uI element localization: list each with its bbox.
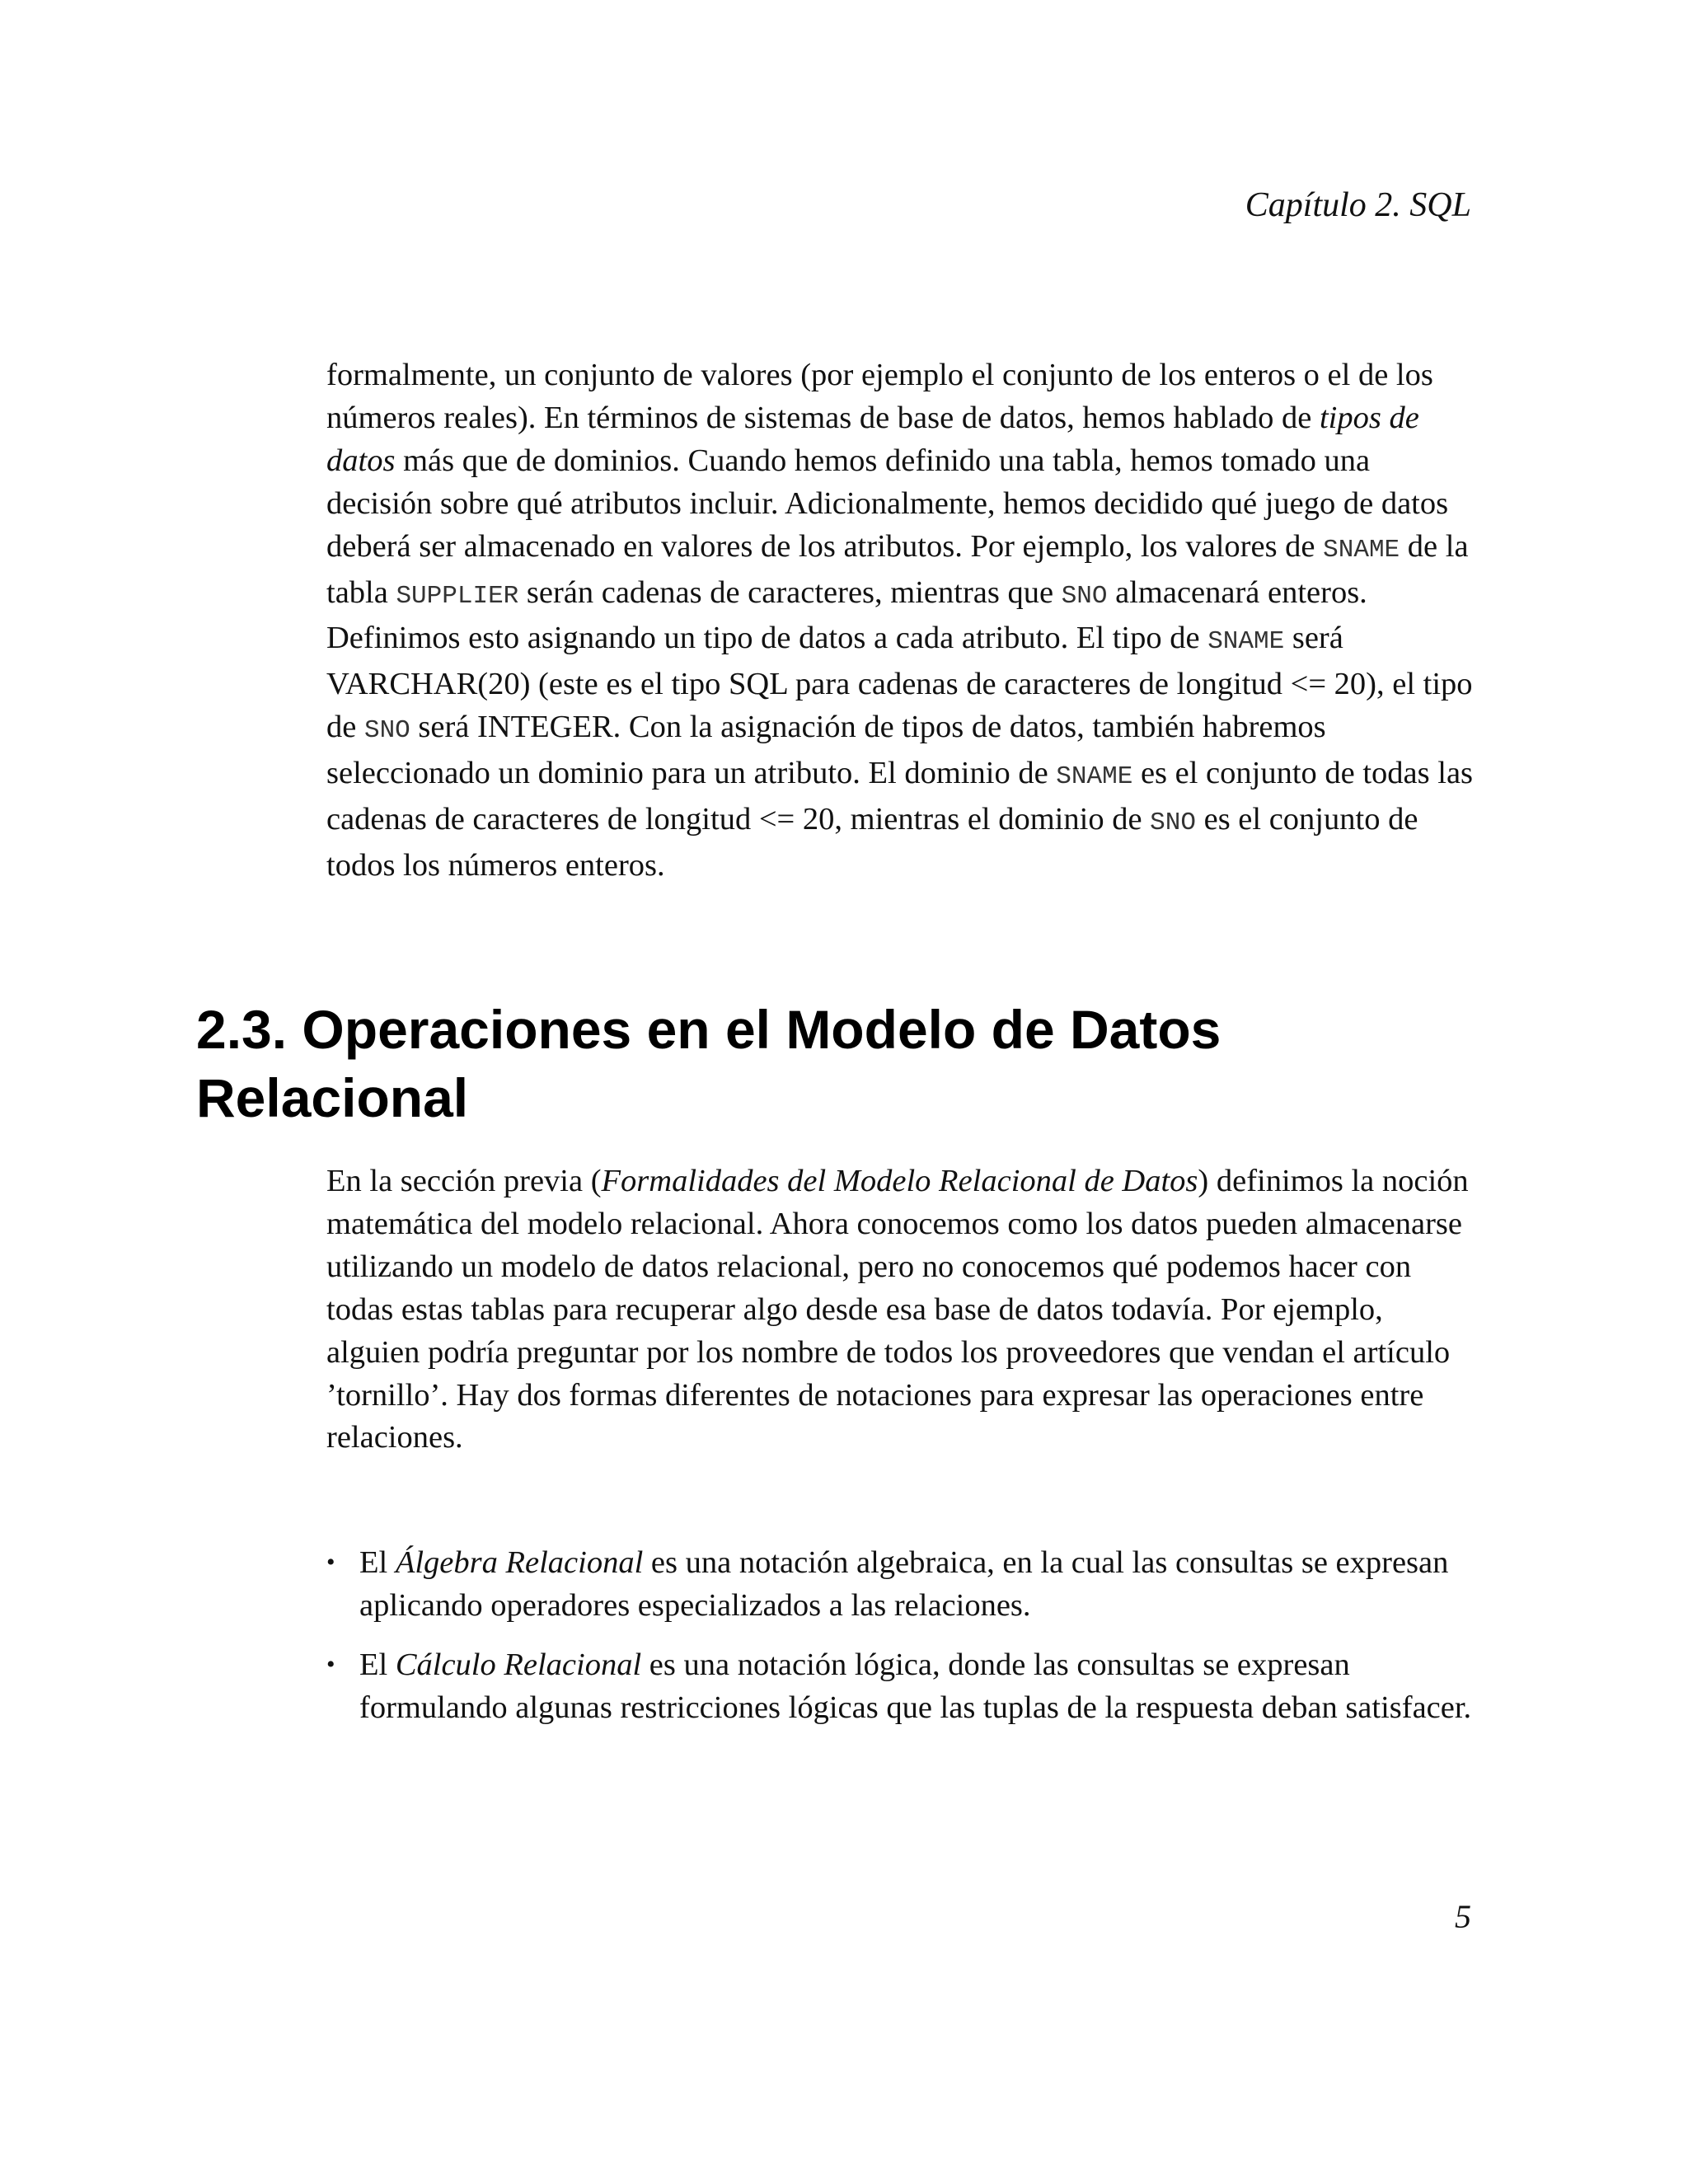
page-number: 5 [1455, 1898, 1471, 1935]
running-header: Capítulo 2. SQL [1245, 186, 1471, 224]
text-span: serán cadenas de caracteres, mientras que [518, 574, 1062, 610]
emphasis-section-reference: Formalidades del Modelo Relacional de Datos [601, 1164, 1198, 1198]
emphasis-calculo-relacional: Cálculo Relacional [395, 1647, 642, 1682]
body-paragraph-operations [326, 1160, 1476, 1460]
code-sname: SNAME [1323, 535, 1400, 565]
bullet-marker: • [326, 1549, 335, 1576]
code-sno: SNO [1061, 581, 1108, 611]
bullet-item-calculo [326, 1643, 1476, 1729]
text-span: es una notación lógica, donde las consultas se expresan formulando algunas restricciones lógicas que las tuplas de la respuesta deban satisfacer. [359, 1647, 1472, 1725]
text-span: más que de dominios. Cuando hemos definido una tabla, hemos tomado una decisión sobre qué atributos incluir. Adicionalmente, hemos decidido qué juego de datos deberá ser almacenado en valores de los atributos. Por ejemplo, los valores de [326, 443, 1449, 564]
emphasis-algebra-relacional: Álgebra Relacional [395, 1545, 644, 1580]
emphasis-tipos-de-datos: tipos de datos [326, 400, 1419, 478]
text-span: es el conjunto de todos los números enteros. [326, 802, 1418, 883]
code-sno: SNO [363, 716, 410, 746]
bullet-item-algebra [326, 1541, 1476, 1627]
text-span: formalmente, un conjunto de valores (por ejemplo el conjunto de los enteros o el de los números reales). En términos de sistemas de base de datos, hemos hablado de [326, 358, 1433, 435]
section-heading: 2.3. Operaciones en el Modelo de Datos Relacional [196, 999, 1221, 1128]
code-sname: SNAME [1056, 762, 1133, 792]
code-sname: SNAME [1207, 627, 1285, 657]
text-span: será INTEGER. Con la asignación de tipos de datos, también habremos seleccionado un dominio para un atributo. El dominio de [326, 710, 1326, 791]
text-span: El [359, 1545, 396, 1580]
text-span: de la tabla [326, 528, 1469, 610]
text-span: es una notación algebraica, en la cual las consultas se expresan aplicando operadores especializados a las relaciones. [359, 1545, 1449, 1623]
text-span: ) definimos la noción matemática del modelo relacional. Ahora conocemos como los datos pueden almacenarse utilizando un modelo de datos relacional, pero no conocemos qué podemos hacer con todas estas tablas para recuperar algo desde esa base de datos todavía. Por ejemplo, alguien podría preguntar por los nombre de todos los proveedores que vendan el artículo ’tornillo’. Hay dos formas diferentes de notaciones para expresar las operaciones entre relaciones. [326, 1164, 1469, 1455]
text-span: El [359, 1647, 396, 1682]
code-sno: SNO [1150, 808, 1196, 838]
text-span: almacenará enteros. Definimos esto asignando un tipo de datos a cada atributo. El tipo de [326, 574, 1367, 656]
text-span: será VARCHAR(20) (este es el tipo SQL para cadenas de caracteres de longitud <= 20), el tipo de [326, 621, 1473, 745]
bullet-marker: • [326, 1651, 335, 1678]
text-span: es el conjunto de todas las cadenas de caracteres de longitud <= 20, mientras el dominio de [326, 756, 1474, 837]
bullet-list [326, 1541, 1476, 1746]
body-paragraph-domains [326, 354, 1476, 888]
code-supplier: SUPPLIER [396, 581, 519, 611]
text-span: En la sección previa ( [326, 1164, 602, 1198]
